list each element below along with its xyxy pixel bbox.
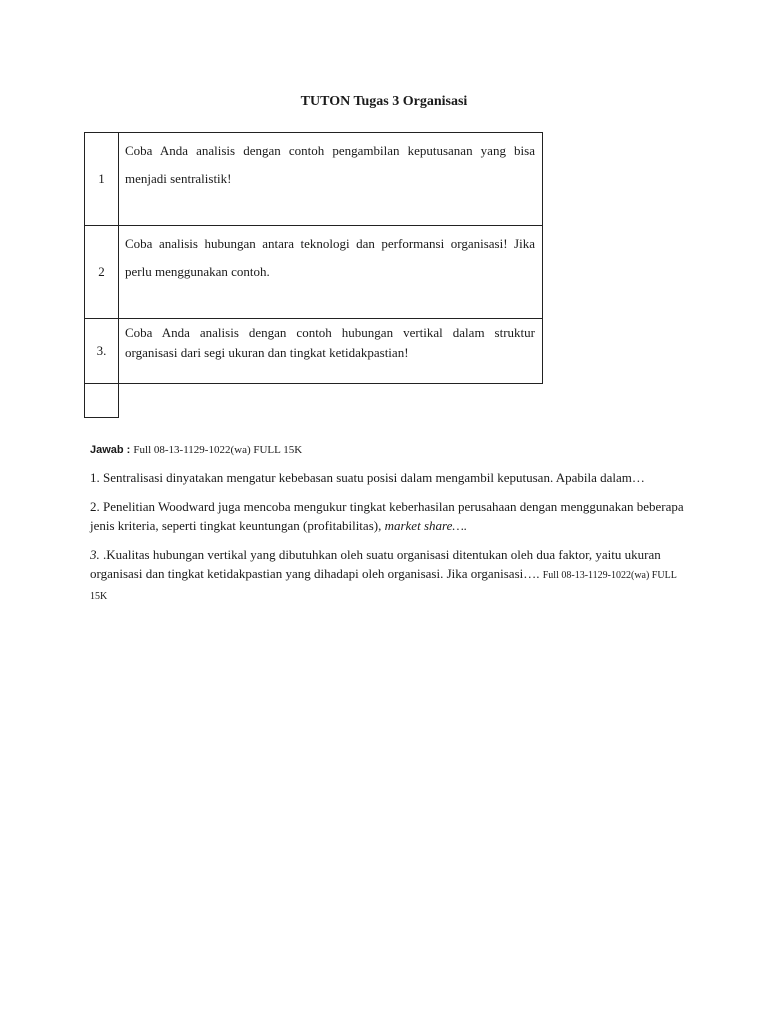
question-number: 1 [85,133,119,226]
table-row [85,133,543,226]
answers-section [90,444,690,616]
answer-1-text: 1. Sentralisasi dinyatakan mengatur kebebasan suatu posisi dalam mengambil keputusan. Apabila dalam… [90,470,645,485]
empty-space [119,384,543,418]
empty-cell [85,384,119,418]
answer-2-text: 2. Penelitian Woodward juga mencoba mengukur tingkat keberhasilan perusahaan dengan menggunakan beberapa jenis kriteria, seperti tingkat keuntungan (profitabilitas), [90,499,684,533]
question-number: 2 [85,226,119,319]
question-text [119,226,543,319]
table-row-empty [85,384,543,418]
answer-3-text: .Kualitas hubungan vertikal yang dibutuhkan oleh suatu organisasi ditentukan oleh dua faktor, yaitu ukuran organisasi dan tingkat ketidakpastian yang dihadapi oleh organisasi. Jika organisasi…. [90,547,661,581]
answer-3 [90,545,690,606]
question-text [119,319,543,384]
question-text-1: Coba Anda analisis dengan contoh pengambilan keputusanan yang bisa menjadi sentralistik! [125,143,535,186]
answer-2 [90,497,690,535]
question-text-2: Coba analisis hubungan antara teknologi dan performansi organisasi! Jika perlu menggunakan contoh. [125,236,535,279]
answer-2-italic: market share…. [384,518,468,533]
jawab-label: Jawab : [90,444,134,456]
table-row [85,226,543,319]
answer-3-promo: Full 08-13-1129-1022(wa) FULL 15K [90,570,677,602]
jawab-promo: Full 08-13-1129-1022(wa) FULL 15K [133,444,303,456]
question-text [119,133,543,226]
question-number: 3. [85,319,119,384]
question-text-3: Coba Anda analisis dengan contoh hubungan vertikal dalam struktur organisasi dari segi ukuran dan tingkat ketidakpastian! [125,325,535,360]
jawab-line [90,444,690,456]
document-title: TUTON Tugas 3 Organisasi [300,94,468,109]
table-row [85,319,543,384]
questions-table [84,132,543,418]
answer-1 [90,468,690,487]
answer-3-number: 3. [90,547,100,562]
